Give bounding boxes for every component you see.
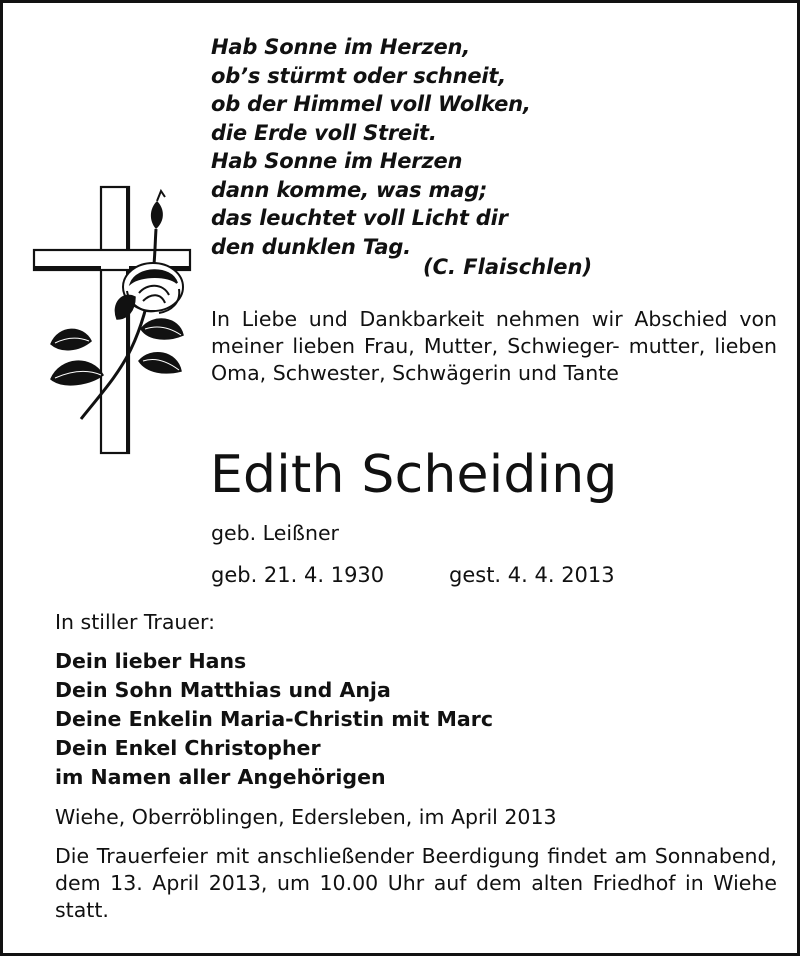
- mourner: im Namen aller Angehörigen: [55, 765, 386, 789]
- poem-line: die Erde voll Streit.: [211, 120, 437, 145]
- mourner: Deine Enkelin Maria-Christin mit Marc: [55, 707, 494, 731]
- poem-line: Hab Sonne im Herzen,: [211, 35, 471, 59]
- poem: [211, 33, 651, 261]
- death-date: gest. 4. 4. 2013: [449, 563, 615, 587]
- cross-with-rose-icon: [31, 179, 201, 459]
- poem-line: ob’s stürmt oder schneit,: [211, 63, 506, 88]
- poem-line: ob der Himmel voll Wolken,: [211, 92, 531, 116]
- deceased-name: Edith Scheiding: [210, 445, 618, 505]
- mourner: Dein lieber Hans: [55, 649, 247, 673]
- poem-line: dann komme, was mag;: [211, 177, 488, 202]
- maiden-name: geb. Leißner: [211, 521, 339, 545]
- mourner: Dein Sohn Matthias und Anja: [55, 678, 391, 702]
- intro-text: In Liebe und Dankbarkeit nehmen wir Abschied von meiner lieben Frau, Mutter, Schwieger- mutter, lieben Oma, Schwester, Schwägerin und Tante: [211, 307, 777, 385]
- mourners-list: [55, 647, 493, 792]
- poem-line: Hab Sonne im Herzen: [211, 149, 463, 173]
- funeral-notice: Die Trauerfeier mit anschließender Beerdigung findet am Sonnabend, dem 13. April 2013, um 10.00 Uhr auf dem alten Friedhof in Wiehe statt.: [55, 844, 777, 922]
- birth-date: geb. 21. 4. 1930: [211, 563, 385, 587]
- poem-line: den dunklen Tag.: [211, 234, 411, 259]
- mourning-intro: In stiller Trauer:: [55, 610, 215, 634]
- poem-author: (C. Flaischlen): [423, 255, 593, 279]
- poem-line: das leuchtet voll Licht dir: [211, 206, 508, 230]
- place-date: Wiehe, Oberröblingen, Edersleben, im April 2013: [55, 805, 557, 829]
- mourner: Dein Enkel Christopher: [55, 736, 321, 760]
